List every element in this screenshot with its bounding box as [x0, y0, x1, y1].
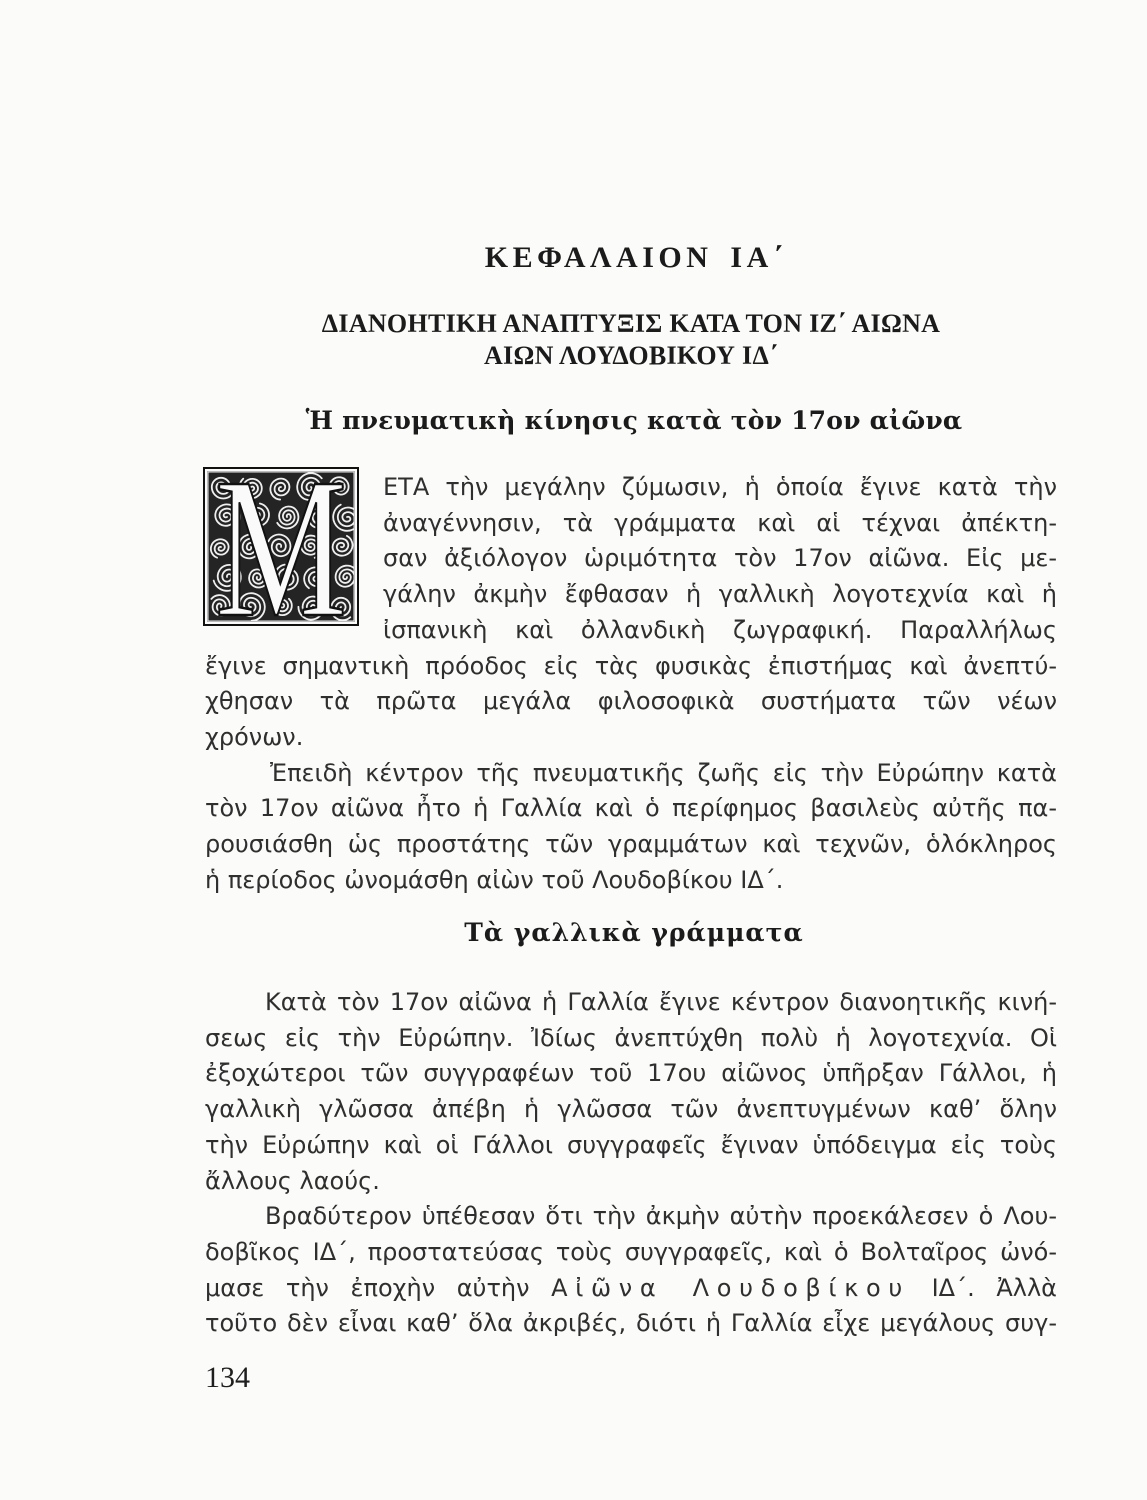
text-line: Βραδύτερον ὑπέθεσαν ὅτι τὴν ἀκμὴν αὐτὴν προεκάλεσεν ὁ Λου-	[265, 1202, 1057, 1231]
letter-spaced-phrase: Αἰῶνα Λουδοβίκου	[551, 1273, 910, 1302]
text-segment: μασε τὴν ἐποχὴν αὐτὴν	[205, 1273, 530, 1302]
text-line: γαλλικὴ γλῶσσα ἀπέβη ἡ γλῶσσα τῶν ἀνεπτυγμένων καθ’ ὅλην	[205, 1095, 1057, 1124]
chapter-heading	[210, 243, 1062, 273]
text-line: τὴν Εὐρώπην καὶ οἱ Γάλλοι συγγραφεῖς ἔγιναν ὑπόδειγμα εἰς τοὺς	[205, 1130, 1057, 1159]
text-line: χρόνων.	[205, 722, 304, 751]
text-line: σεως εἰς τὴν Εὐρώπην. Ἰδίως ἀνεπτύχθη πολὺ ἡ λογοτεχνία. Οἱ	[205, 1023, 1057, 1052]
text-line	[205, 1271, 1057, 1307]
text-line: γάλην ἀκμὴν ἔφθασαν ἡ γαλλικὴ λογοτεχνία καὶ ἡ	[383, 580, 1057, 609]
section-body	[205, 985, 1057, 1342]
text-line: ἄλλους λαούς.	[205, 1166, 380, 1195]
section-heading: Ἡ πνευματικὴ κίνησις κατὰ τὸν 17ον αἰῶνα	[305, 406, 963, 435]
text-line: χθησαν τὰ πρῶτα μεγάλα φιλοσοφικὰ συστήματα τῶν νέων	[205, 687, 1057, 716]
paragraph	[205, 470, 1057, 756]
text-line: ΕΤΑ τὴν μεγάλην ζύμωσιν, ἡ ὁποία ἔγινε κατὰ τὴν	[383, 473, 1057, 501]
chapter-title-line-1: ΔΙΑΝΟΗΤΙΚΗ ΑΝΑΠΤΥΞΙΣ ΚΑΤΑ ΤΟΝ ΙΖ΄ ΑΙΩΝΑ	[321, 309, 941, 338]
text-line: σαν ἀξιόλογον ὡριμότητα τὸν 17ον αἰῶνα. Εἰς με-	[383, 544, 1057, 573]
text-line: ρουσιάσθη ὡς προστάτης τῶν γραμμάτων καὶ τεχνῶν, ὁλόκληρος	[205, 830, 1057, 859]
paragraph	[205, 985, 1057, 1199]
paragraph	[205, 756, 1057, 899]
text-line: ἐξοχώτεροι τῶν συγγραφέων τοῦ 17ου αἰῶνος ὑπῆρξαν Γάλλοι, ἡ	[205, 1059, 1057, 1088]
text-line: Ἐπειδὴ κέντρον τῆς πνευματικῆς ζωῆς εἰς τὴν Εὐρώπην κατὰ	[270, 758, 1057, 787]
text-line: ἀναγέννησιν, τὰ γράμματα καὶ αἱ τέχναι ἀπέκτη-	[383, 508, 1057, 537]
drop-cap-letter: Μ	[215, 438, 347, 659]
text-line: ἰσπανικὴ καὶ ὀλλανδικὴ ζωγραφική. Παραλλήλως	[383, 615, 1057, 644]
section-heading: Τὰ γαλλικὰ γράμματα	[464, 918, 804, 947]
text-line: δοβῖκος ΙΔ΄, προστατεύσας τοὺς συγγραφεῖς, καὶ ὁ Βολταῖρος ὠνό-	[205, 1237, 1057, 1266]
chapter-word: ΚΕΦΑΛΑΙΟΝ	[484, 241, 713, 274]
section-body	[205, 470, 1057, 898]
page-number: 134	[205, 1361, 250, 1394]
paragraph	[205, 1199, 1057, 1342]
text-line: τὸν 17ον αἰῶνα ἦτο ἡ Γαλλία καὶ ὁ περίφημος βασιλεὺς αὐτῆς πα-	[205, 794, 1057, 823]
text-segment: ΙΔ΄. Ἀλλὰ	[931, 1273, 1057, 1302]
text-line: τοῦτο δὲν εἶναι καθ’ ὅλα ἀκριβές, διότι ἡ Γαλλία εἶχε μεγάλους συγ-	[205, 1309, 1057, 1338]
chapter-title-line-2: ΑΙΩΝ ΛΟΥΔΟΒΙΚΟΥ ΙΔ΄	[483, 341, 779, 370]
text-line: ἡ περίοδος ὠνομάσθη αἰὼν τοῦ Λουδοβίκου ΙΔ΄.	[205, 865, 784, 894]
text-line: Κατὰ τὸν 17ον αἰῶνα ἡ Γαλλία ἔγινε κέντρον διανοητικῆς κινή-	[265, 988, 1057, 1016]
text-line: ἔγινε σημαντικὴ πρόοδος εἰς τὰς φυσικὰς ἐπιστήμας καὶ ἀνεπτύ-	[205, 651, 1057, 680]
chapter-number: ΙΑ΄	[730, 241, 788, 274]
